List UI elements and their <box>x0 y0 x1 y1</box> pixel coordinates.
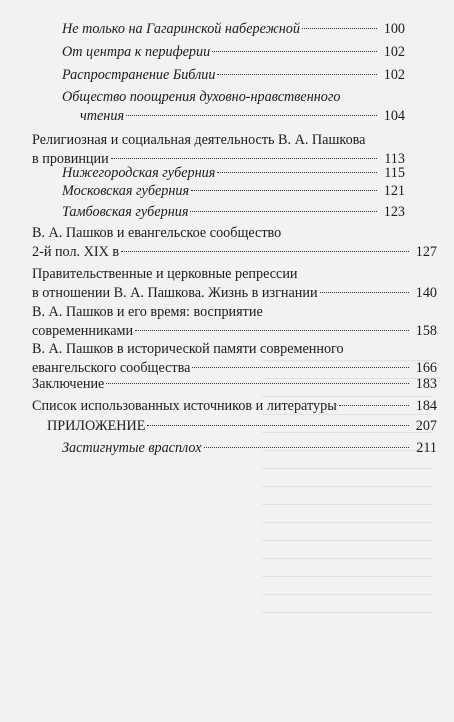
toc-entry[interactable] <box>32 265 437 303</box>
toc-entry-title: В. А. Пашков и его время: восприятие <box>32 304 263 320</box>
toc-page-number: 115 <box>384 165 405 181</box>
toc-entry-title: Застигнутые врасплох <box>62 440 202 456</box>
toc-entry-title: ПРИЛОЖЕНИЕ <box>47 418 146 434</box>
toc-entry[interactable] <box>32 397 437 416</box>
toc-entry-title-cont: 2-й пол. XIX в <box>32 244 120 260</box>
toc-entry-title: Список использованных источников и литературы <box>32 398 337 414</box>
toc-entry[interactable] <box>47 417 437 436</box>
toc-page-number: 158 <box>415 323 437 339</box>
leader-dots <box>121 251 409 252</box>
toc-page-number: 166 <box>415 360 437 376</box>
toc-entry[interactable] <box>62 43 405 62</box>
toc-entry[interactable] <box>62 20 405 39</box>
toc-entry-title: Московская губерния <box>62 183 190 199</box>
toc-entry[interactable] <box>62 66 405 85</box>
toc-entry-title-cont: евангельского сообщества <box>32 360 191 376</box>
toc-page-number: 211 <box>416 440 437 456</box>
toc-entry[interactable] <box>32 375 437 394</box>
toc-entry-title: Религиозная и социальная деятельность В. А. Пашкова <box>32 132 366 148</box>
toc-page-number: 140 <box>415 285 437 301</box>
leader-dots <box>217 74 377 75</box>
toc-page-number: 121 <box>383 183 405 199</box>
toc-page-number: 207 <box>415 418 437 434</box>
leader-dots <box>302 28 377 29</box>
leader-dots <box>217 172 377 173</box>
toc-entry-title: Нижегородская губерния <box>62 165 216 181</box>
leader-dots <box>147 425 409 426</box>
leader-dots <box>320 292 409 293</box>
toc-entry[interactable] <box>62 203 405 222</box>
leader-dots <box>212 51 377 52</box>
leader-dots <box>111 158 377 159</box>
toc-entry-title-cont: в провинции <box>32 151 109 167</box>
leader-dots <box>339 405 409 406</box>
toc-entry[interactable] <box>32 224 437 262</box>
toc-entry[interactable] <box>62 164 405 183</box>
toc-page-number: 183 <box>415 376 437 392</box>
toc-entry-title: В. А. Пашков в исторической памяти современного <box>32 341 344 357</box>
toc-entry-title: Общество поощрения духовно-нравственного <box>62 89 341 105</box>
toc-page-number: 102 <box>383 44 405 60</box>
toc-page-number: 127 <box>415 244 437 260</box>
toc-page-number: 100 <box>383 21 405 37</box>
toc-entry-title: Тамбовская губерния <box>62 204 189 220</box>
leader-dots <box>191 190 377 191</box>
toc-entry[interactable] <box>62 182 405 201</box>
toc-entry[interactable] <box>62 88 405 126</box>
toc-entry-title: От центра к периферии <box>62 44 211 60</box>
toc-page-number: 102 <box>383 67 405 83</box>
leader-dots <box>204 447 409 448</box>
toc-entry-title: Распространение Библии <box>62 67 216 83</box>
leader-dots <box>106 383 409 384</box>
toc-entry[interactable] <box>62 439 437 458</box>
toc-entry-title: Не только на Гагаринской набережной <box>62 21 300 37</box>
toc-entry[interactable] <box>32 340 437 378</box>
leader-dots <box>192 367 409 368</box>
toc-entry-title-cont: современниками <box>32 323 134 339</box>
leader-dots <box>190 211 377 212</box>
toc-entry-title: Заключение <box>32 376 105 392</box>
toc-page-number: 113 <box>384 151 405 167</box>
toc-entry-title: В. А. Пашков и евангельское сообщество <box>32 225 282 241</box>
leader-dots <box>126 115 377 116</box>
toc-entry[interactable] <box>32 303 437 341</box>
toc-page-number: 184 <box>415 398 437 414</box>
toc-entry-title: Правительственные и церковные репрессии <box>32 266 298 282</box>
toc-entry-title-cont: в отношении В. А. Пашкова. Жизнь в изгнании <box>32 285 318 301</box>
leader-dots <box>135 330 409 331</box>
toc-page-number: 123 <box>383 204 405 220</box>
toc-page-number: 104 <box>383 108 405 124</box>
toc-entry-title-cont: чтения <box>80 108 125 124</box>
